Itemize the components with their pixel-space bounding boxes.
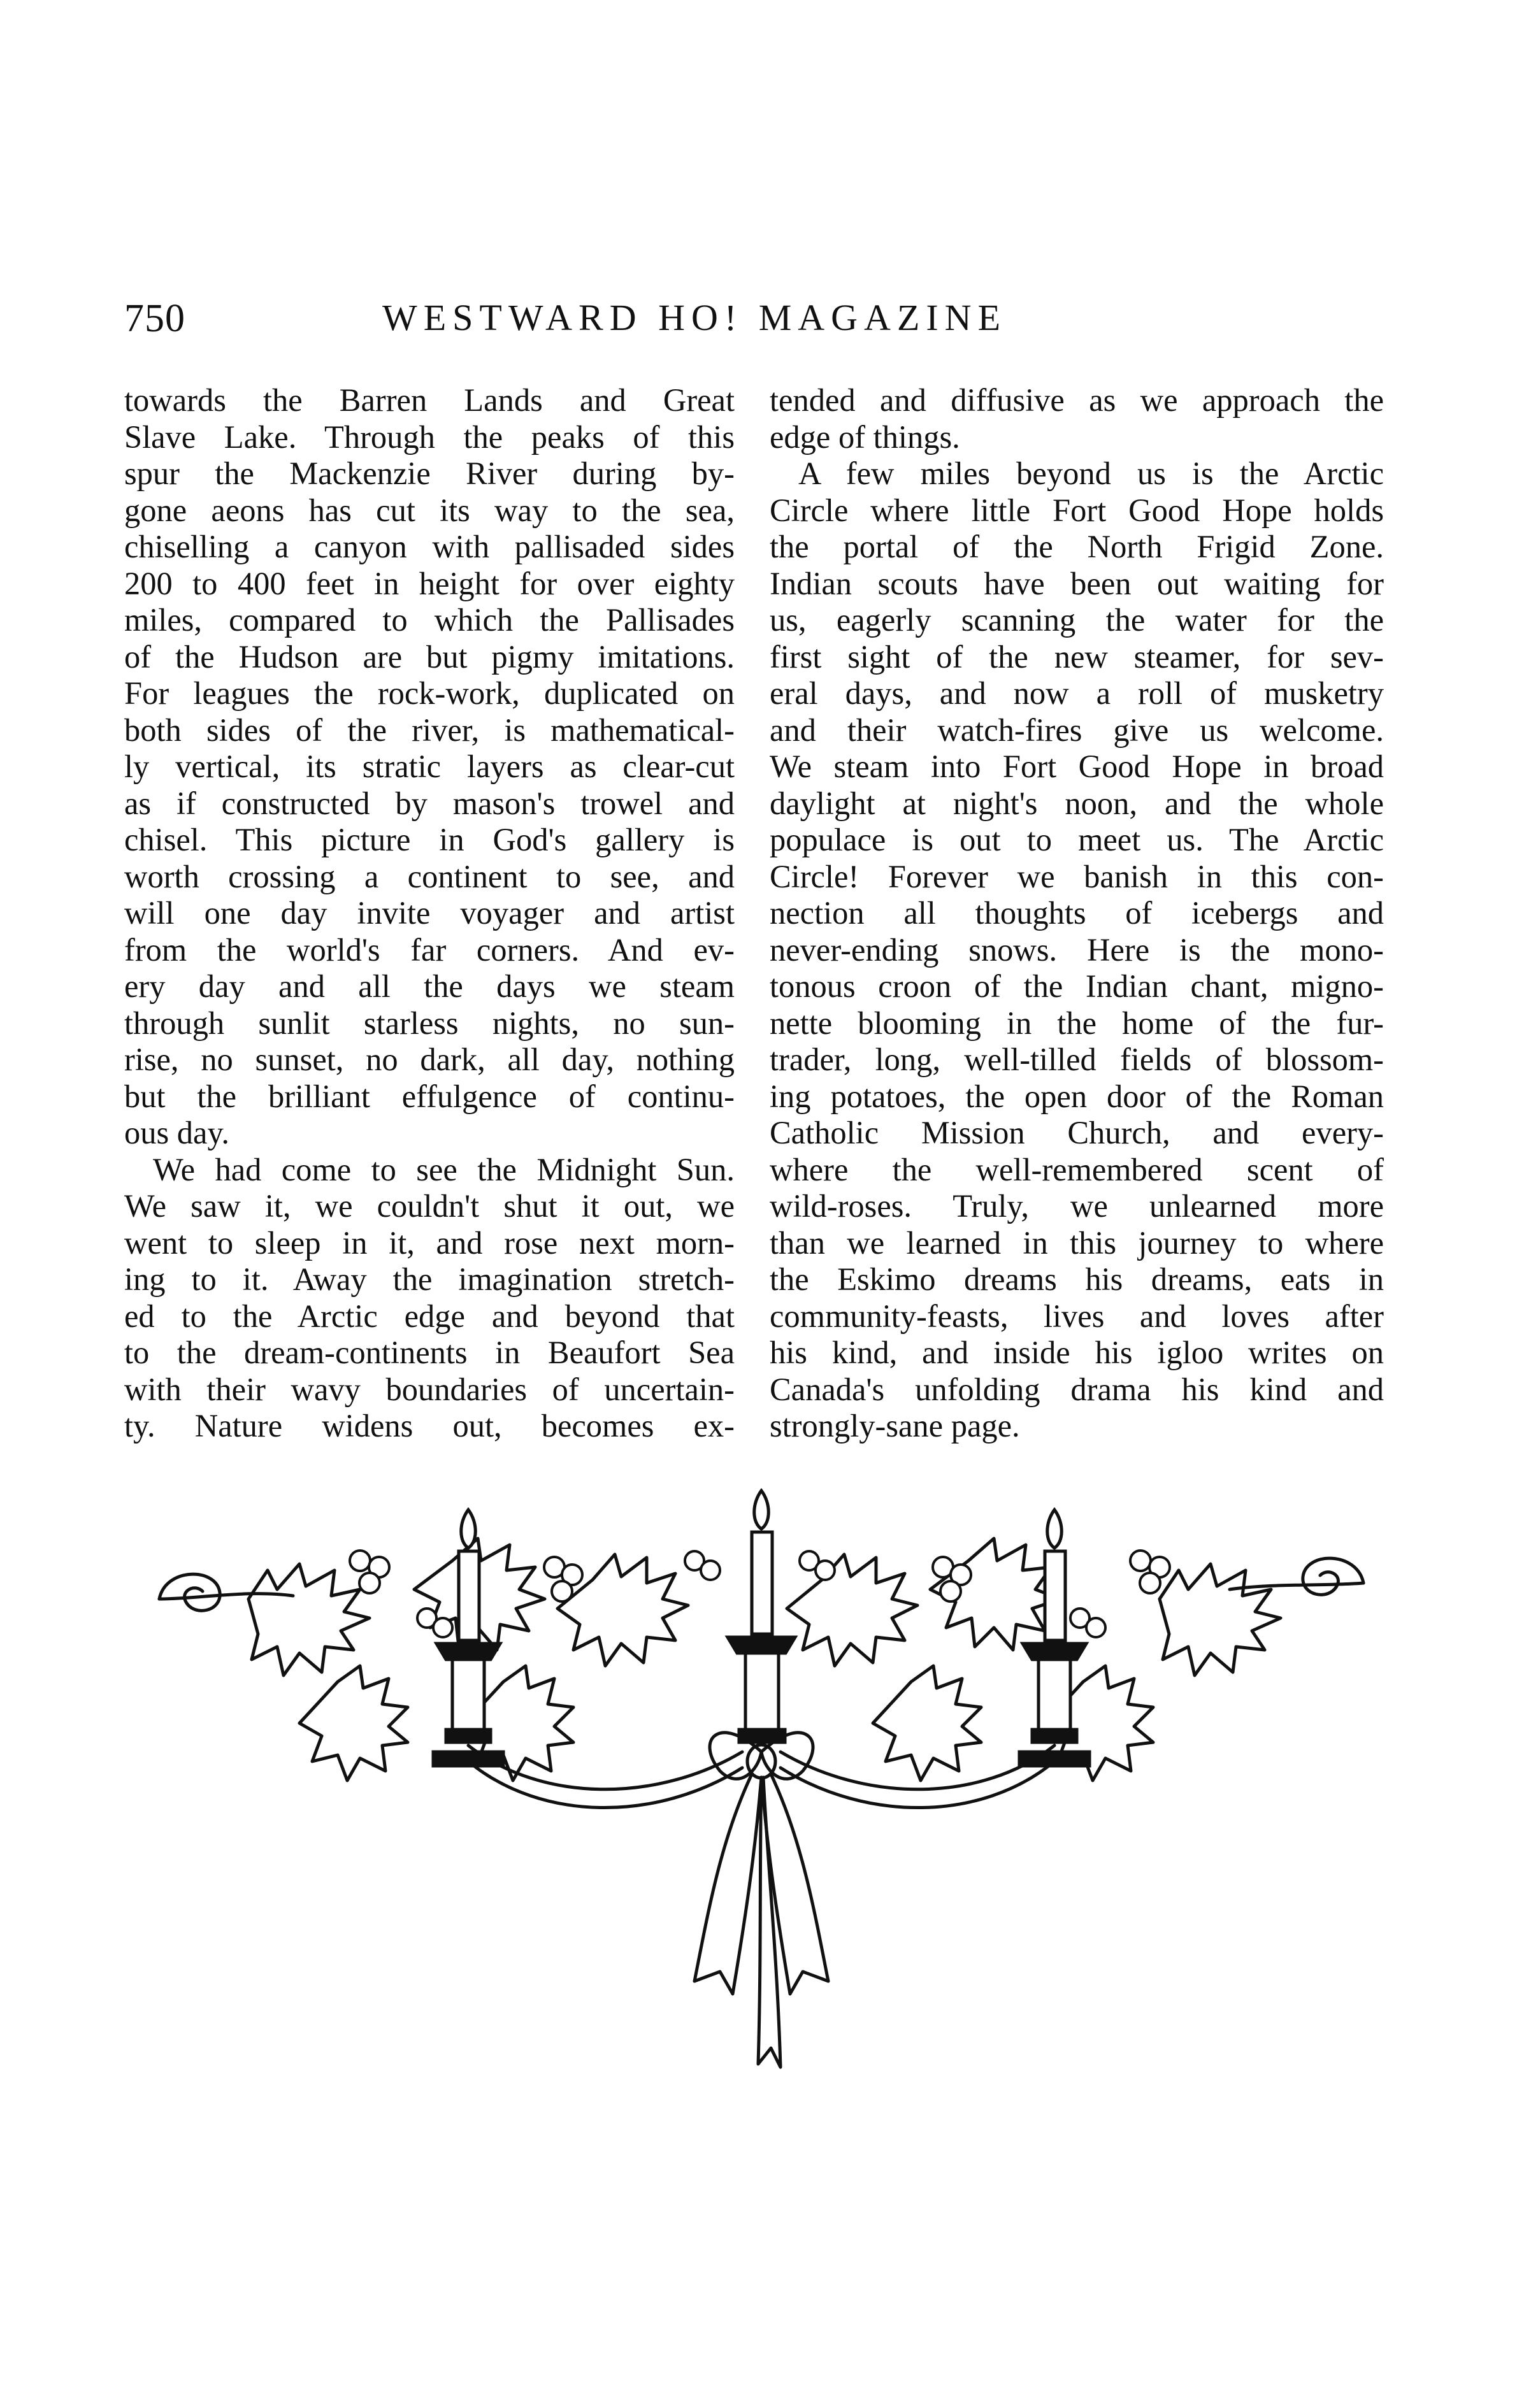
text-line: ed to the Arctic edge and beyond that [124,1298,735,1334]
text-line: ty. Nature widens out, becomes ex- [124,1408,735,1444]
text-line: eral days, and now a roll of musketry [770,675,1384,711]
text-line: of the Hudson are but pigmy imitations. [124,638,735,675]
text-line: towards the Barren Lands and Great [124,382,735,418]
text-line: chisel. This picture in God's gallery is [124,822,735,857]
text-line: For leagues the rock-work, duplicated on [124,675,735,711]
text-line: Circle! Forever we banish in this con- [770,858,1384,894]
text-line: spur the Mackenzie River during by- [124,455,735,491]
text-line: rise, no sunset, no dark, all day, nothing [124,1042,735,1077]
text-line: ery day and all the days we steam [124,968,735,1004]
running-title: WESTWARD HO! MAGAZINE [382,297,1007,338]
text-line: gone aeons has cut its way to the sea, [124,492,735,528]
text-line: miles, compared to which the Pallisades [124,602,735,638]
text-line: where the well-remembered scent of [770,1151,1384,1187]
text-line: worth crossing a continent to see, and [124,858,735,894]
text-line: ing to it. Away the imagination stretch- [124,1261,735,1297]
text-line: tended and diffusive as we approach the [770,382,1384,418]
text-line: nette blooming in the home of the fur- [770,1005,1384,1041]
text-line: ing potatoes, the open door of the Roman [770,1078,1384,1114]
text-line: to the dream-continents in Beaufort Sea [124,1335,735,1370]
text-line: never-ending snows. Here is the mono- [770,931,1384,968]
text-line: Circle where little Fort Good Hope holds [770,492,1384,528]
text-line: daylight at night's noon, and the whole [770,785,1384,821]
text-line: Indian scouts have been out waiting for [770,565,1384,601]
text-line: first sight of the new steamer, for sev- [770,638,1384,675]
text-line: will one day invite voyager and artist [124,895,735,931]
text-line: went to sleep in it, and rose next morn- [124,1224,735,1261]
text-line: A few miles beyond us is the Arctic [798,455,1384,491]
text-line: Catholic Mission Church, and every- [770,1115,1384,1150]
text-line: ly vertical, its stratic layers as clear-cut [124,749,735,784]
text-line: Canada's unfolding drama his kind and [770,1371,1384,1407]
text-line: as if constructed by mason's trowel and [124,785,735,821]
page-number: 750 [124,297,185,340]
text-line: through sunlit starless nights, no sun- [124,1005,735,1041]
text-line: chiselling a canyon with pallisaded sides [124,529,735,564]
text-line: but the brilliant effulgence of continu- [124,1078,735,1114]
text-line: nection all thoughts of icebergs and [770,895,1384,931]
text-line: Slave Lake. Through the peaks of this [124,419,735,455]
page-header [124,290,1109,347]
text-line: his kind, and inside his igloo writes on [770,1335,1384,1370]
text-line: trader, long, well-tilled fields of blossom- [770,1042,1384,1077]
text-line: with their wavy boundaries of uncertain- [124,1371,735,1407]
text-line: both sides of the river, is mathematical- [124,712,735,748]
text-line: us, eagerly scanning the water for the [770,602,1384,638]
text-line: tonous croon of the Indian chant, migno- [770,968,1384,1004]
left-text-column [124,382,735,1445]
text-line: 200 to 400 feet in height for over eighty [124,565,735,601]
text-line: than we learned in this journey to where [770,1224,1384,1261]
text-line: populace is out to meet us. The Arctic [770,822,1384,857]
right-text-column [770,382,1384,1445]
text-line: from the world's far corners. And ev- [124,931,735,968]
text-line: the Eskimo dreams his dreams, eats in [770,1261,1384,1297]
text-line: strongly-sane page. [770,1408,1020,1444]
text-line: ous day. [124,1115,230,1150]
text-line: We saw it, we couldn't shut it out, we [124,1188,735,1224]
text-line: edge of things. [770,419,960,455]
text-line: and their watch-fires give us welcome. [770,712,1384,748]
text-line: We steam into Fort Good Hope in broad [770,749,1384,784]
text-line: community-feasts, lives and loves after [770,1298,1384,1334]
text-line: wild-roses. Truly, we unlearned more [770,1188,1384,1224]
holly-candle-garland-icon [147,1472,1376,2191]
text-line: We had come to see the Midnight Sun. [153,1151,735,1187]
text-line: the portal of the North Frigid Zone. [770,529,1384,564]
